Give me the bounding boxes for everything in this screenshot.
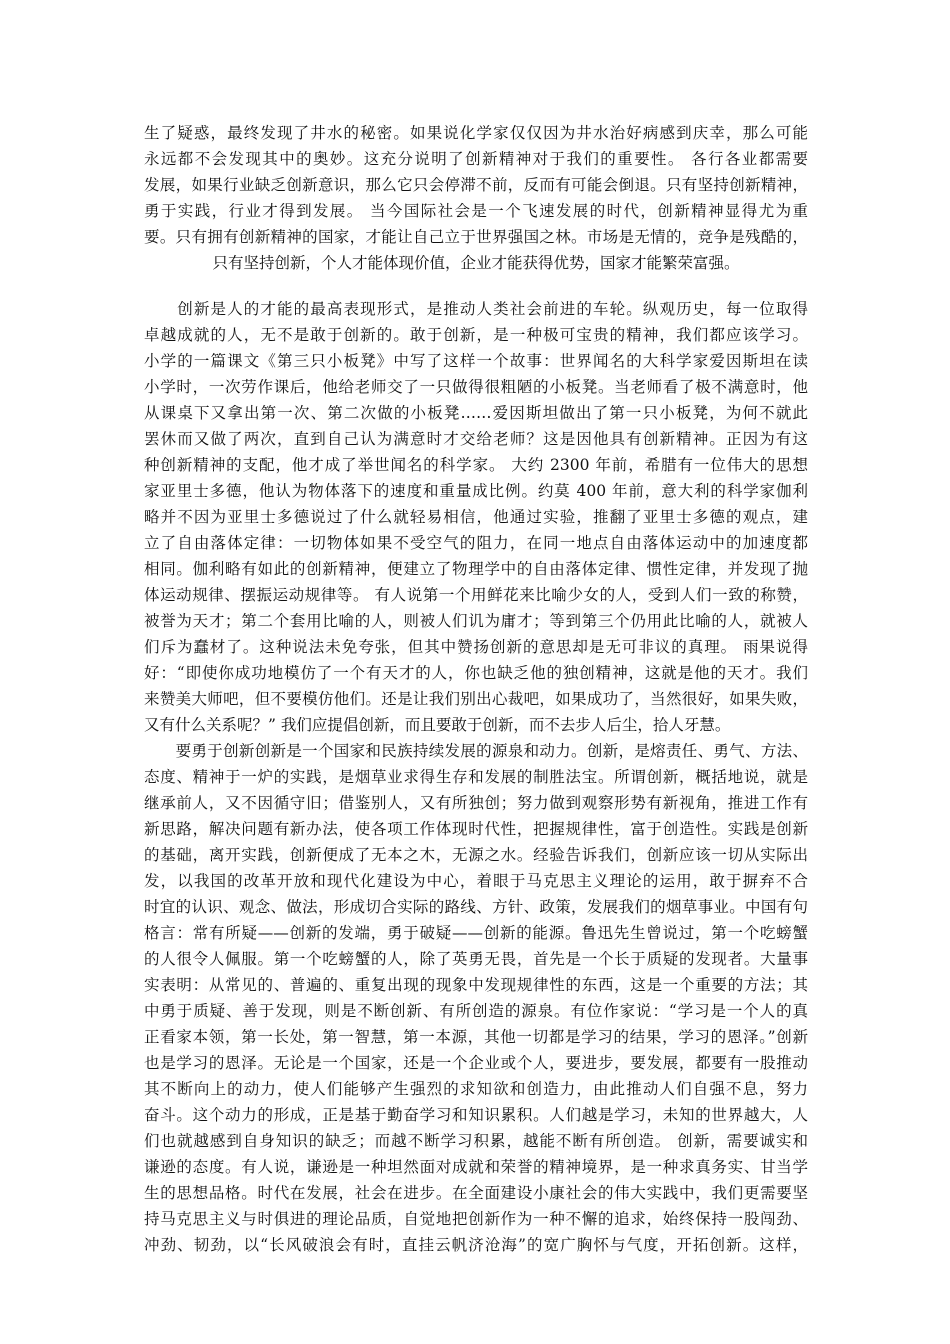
text-line: 来赞美大师吧，但不要模仿他们。还是让我们别出心裁吧，如果成功了，当然很好，如果失败， <box>144 690 808 708</box>
text-line: 永远都不会发现其中的奥妙。这充分说明了创新精神对于我们的重要性。 各行各业都需要 <box>144 150 808 168</box>
text-line: 小学的一篇课文《第三只小板凳》中写了这样一个故事：世界闻名的大科学家爱因斯坦在读 <box>144 352 808 370</box>
text-line: 小学时，一次劳作课后，他给老师交了一只做得很粗陋的小板凳。当老师看了极不满意时，他 <box>144 378 808 396</box>
text-line: 实表明：从常见的、普遍的、重复出现的现象中发现规律性的东西，这是一个重要的方法；其 <box>144 976 808 994</box>
text-line: 勇于实践，行业才得到发展。 当今国际社会是一个飞速发展的时代，创新精神显得尤为重 <box>144 202 808 220</box>
text-line: 谦逊的态度。有人说，谦逊是一种坦然面对成就和荣誉的精神境界，是一种求真务实、甘当学 <box>144 1158 808 1176</box>
text-line: 相同。伽利略有如此的创新精神，便建立了物理学中的自由落体定律、惯性定律，并发现了抛 <box>144 560 808 578</box>
text-line: 体运动规律、摆振运动规律等。 有人说第一个用鲜花来比喻少女的人，受到人们一致的称赞， <box>144 586 808 604</box>
text-line: 态度、精神于一炉的实践，是烟草业求得生存和发展的制胜法宝。所谓创新，概括地说，就是 <box>144 768 808 786</box>
text-line: 生了疑惑，最终发现了井水的秘密。如果说化学家仅仅因为井水治好病感到庆幸，那么可能 <box>144 124 808 142</box>
text-line: 也是学习的恩泽。无论是一个国家，还是一个企业或个人，要进步，要发展，都要有一股推动 <box>144 1054 808 1072</box>
text-line: 好：“即使你成功地模仿了一个有天才的人，你也缺乏他的独创精神，这就是他的天才。我们 <box>144 664 808 682</box>
text-line: 家亚里士多德，他认为物体落下的速度和重量成比例。约莫 400 年前，意大利的科学家伽利 <box>144 482 808 500</box>
paragraph-innovation-essay <box>144 296 808 1258</box>
text-line: 种创新精神的支配，他才成了举世闻名的科学家。 大约 2300 年前，希腊有一位伟大的思想 <box>144 456 808 474</box>
text-line: 奋斗。这个动力的形成，正是基于勤奋学习和知识累积。人们越是学习，未知的世界越大，人 <box>144 1106 808 1124</box>
text-line: 冲劲、韧劲，以“长风破浪会有时，直挂云帆济沧海”的宽广胸怀与气度，开拓创新。这样， <box>144 1236 808 1254</box>
text-line: 卓越成就的人，无不是敢于创新的。敢于创新，是一种极可宝贵的精神，我们都应该学习。 <box>144 326 808 344</box>
text-line: 略并不因为亚里士多德说过了什么就轻易相信，他通过实验，推翻了亚里士多德的观点，建 <box>144 508 808 526</box>
text-line: 立了自由落体定律：一切物体如果不受空气的阻力，在同一地点自由落体运动中的加速度都 <box>144 534 808 552</box>
text-line: 的人很令人佩服。第一个吃螃蟹的人，除了英勇无畏，首先是一个长于质疑的发现者。大量事 <box>144 950 808 968</box>
text-line: 被誉为天才；第二个套用比喻的人，则被人们讥为庸才；等到第三个仍用此比喻的人，就被人 <box>144 612 808 630</box>
text-line: 其不断向上的动力，使人们能够产生强烈的求知欲和创造力，由此推动人们自强不息，努力 <box>144 1080 808 1098</box>
text-line: 们斥为蠢材了。这种说法未免夸张，但其中赞扬创新的意思却是无可非议的真理。 雨果说得 <box>144 638 808 656</box>
text-line: 只有坚持创新，个人才能体现价值，企业才能获得优势，国家才能繁荣富强。 <box>212 254 740 272</box>
text-line: 格言：常有所疑——创新的发端，勇于破疑——创新的能源。鲁迅先生曾说过，第一个吃螃蟹 <box>144 924 808 942</box>
text-line: 生的思想品格。时代在发展，社会在进步。在全面建设小康社会的伟大实践中，我们更需要坚 <box>144 1184 808 1202</box>
text-line: 继承前人，又不因循守旧；借鉴别人，又有所独创；努力做到观察形势有新视角，推进工作有 <box>144 794 808 812</box>
text-line: 发展，如果行业缺乏创新意识，那么它只会停滞不前，反而有可能会倒退。只有坚持创新精神， <box>144 176 808 194</box>
text-line: 新思路，解决问题有新办法，使各项工作体现时代性，把握规律性，富于创造性。实践是创新 <box>144 820 808 838</box>
text-line: 要勇于创新创新是一个国家和民族持续发展的源泉和动力。创新，是熔责任、勇气、方法、 <box>144 742 808 760</box>
text-line: 时宜的认识、观念、做法，形成切合实际的路线、方针、政策，发展我们的烟草事业。中国有句 <box>144 898 808 916</box>
text-line: 中勇于质疑、善于发现，则是不断创新、有所创造的源泉。有位作家说：“学习是一个人的真 <box>144 1002 808 1020</box>
text-line: 持马克思主义与时俱进的理论品质，自觉地把创新作为一种不懈的追求，始终保持一股闯劲、 <box>144 1210 808 1228</box>
text-line: 的基础，离开实践，创新便成了无本之木，无源之水。经验告诉我们，创新应该一切从实际出 <box>144 846 808 864</box>
text-line: 发，以我国的改革开放和现代化建设为中心，着眼于马克思主义理论的运用，敢于摒弃不合 <box>144 872 808 890</box>
text-line: 要。只有拥有创新精神的国家，才能让自己立于世界强国之林。市场是无情的，竞争是残酷的， <box>144 228 808 246</box>
text-line: 创新是人的才能的最高表现形式，是推动人类社会前进的车轮。纵观历史，每一位取得 <box>144 300 808 318</box>
text-line: 罢休而又做了两次，直到自己认为满意时才交给老师？这是因他具有创新精神。正因为有这 <box>144 430 808 448</box>
paragraph-innovation-importance <box>144 120 808 276</box>
text-line: 正看家本领，第一长处，第一智慧，第一本源，其他一切都是学习的结果，学习的恩泽。”创新 <box>144 1028 808 1046</box>
text-line: 又有什么关系呢？” 我们应提倡创新，而且要敢于创新，而不去步人后尘，拾人牙慧。 <box>144 716 731 734</box>
text-line: 们也就越感到自身知识的缺乏；而越不断学习积累，越能不断有所创造。 创新，需要诚实和 <box>144 1132 808 1150</box>
text-line: 从课桌下又拿出第一次、第二次做的小板凳……爱因斯坦做出了第一只小板凳，为何不就此 <box>144 404 808 422</box>
